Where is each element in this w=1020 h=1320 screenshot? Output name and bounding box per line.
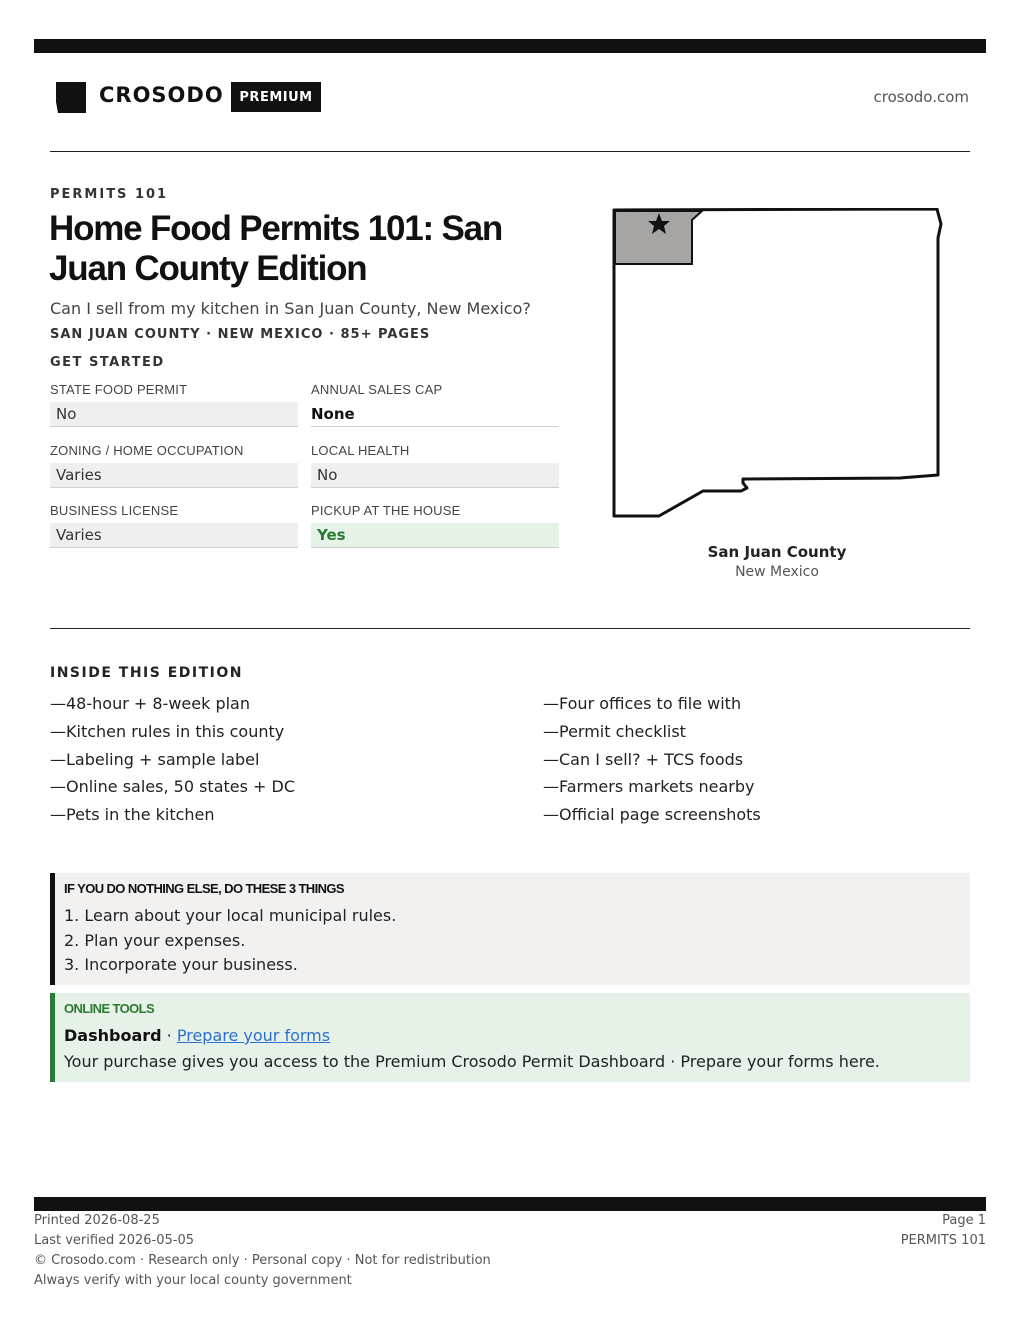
list-item: —Four offices to file with (543, 694, 742, 713)
page-title: Home Food Permits 101: San Juan County Edition (49, 209, 503, 288)
fact-value: Yes (311, 523, 559, 548)
callout-step: 2. Plan your expenses. (64, 930, 246, 950)
inside-list-left (50, 690, 295, 829)
callout-steps (64, 904, 396, 978)
callout-title: IF YOU DO NOTHING ELSE, DO THESE 3 THINGS (64, 881, 344, 896)
fact-label: PICKUP AT THE HOUSE (311, 503, 461, 518)
map-county-name: San Juan County (707, 543, 847, 561)
page-number: Page 1 (942, 1213, 986, 1228)
section-kicker: PERMITS 101 (50, 187, 169, 202)
fact-label: LOCAL HEALTH (311, 443, 410, 458)
fact-value: Varies (50, 463, 298, 488)
callout-step: 3. Incorporate your business. (64, 955, 298, 974)
list-item: —Farmers markets nearby (543, 777, 755, 797)
fact-pickup (311, 503, 559, 548)
tools-description: Your purchase gives you access to the Premium Crosodo Permit Dashboard · Prepare your forms here. (64, 1052, 880, 1071)
inside-heading: INSIDE THIS EDITION (50, 665, 243, 681)
fact-value: No (311, 463, 559, 488)
fact-value: None (311, 402, 559, 427)
list-item: —Labeling + sample label (50, 749, 260, 769)
verified-date: Last verified 2026-05-05 (34, 1233, 194, 1248)
callout-step: 1. Learn about your local municipal rules. (64, 906, 397, 925)
list-item: —Pets in the kitchen (50, 805, 215, 825)
list-item: —48-hour + 8-week plan (50, 694, 250, 713)
disclaimer: Always verify with your local county government (34, 1273, 352, 1288)
list-item: —Kitchen rules in this county (50, 721, 285, 741)
printed-date: Printed 2026-08-25 (34, 1213, 160, 1228)
top-bar (34, 39, 986, 53)
header-divider (50, 151, 970, 152)
footer-right (901, 1211, 986, 1251)
list-item: —Can I sell? + TCS foods (543, 749, 744, 769)
list-item: —Online sales, 50 states + DC (50, 777, 296, 797)
fact-local-health (311, 443, 559, 488)
footer-section: PERMITS 101 (900, 1233, 986, 1248)
list-item: —Permit checklist (543, 721, 686, 741)
prepare-forms-link[interactable]: Prepare your forms (176, 1026, 331, 1045)
fact-label: ZONING / HOME OCCUPATION (50, 443, 244, 458)
fact-value: No (50, 402, 298, 427)
fact-label: STATE FOOD PERMIT (50, 382, 188, 397)
fact-label: BUSINESS LICENSE (50, 503, 179, 518)
get-started-heading: GET STARTED (50, 355, 165, 370)
page-subtitle: Can I sell from my kitchen in San Juan County, New Mexico? (50, 299, 531, 318)
footer-left (34, 1211, 491, 1291)
state-map (612, 208, 944, 520)
section-divider (50, 628, 970, 629)
fact-state-food-permit (50, 382, 298, 427)
fact-value: Varies (50, 523, 298, 548)
bottom-bar (34, 1197, 986, 1211)
inside-list-right (543, 690, 761, 829)
brand-name: CROSODO (99, 83, 224, 107)
tools-title: ONLINE TOOLS (64, 1001, 155, 1016)
copyright: © Crosodo.com · Research only · Personal copy · Not for redistribution (34, 1253, 491, 1268)
online-tools-box (50, 993, 970, 1082)
fact-label: ANNUAL SALES CAP (311, 382, 443, 397)
list-item: —Official page screenshots (543, 805, 761, 825)
dashboard-label: Dashboard (64, 1026, 162, 1045)
edition-meta: SAN JUAN COUNTY · NEW MEXICO · 85+ PAGES (50, 327, 431, 342)
tools-dashboard-line (64, 1026, 330, 1045)
fact-business-license (50, 503, 298, 548)
site-link[interactable]: crosodo.com (873, 88, 969, 106)
three-things-callout (50, 873, 970, 985)
fact-zoning (50, 443, 298, 488)
premium-badge: PREMIUM (231, 82, 321, 112)
separator: · (161, 1026, 177, 1045)
state-outline-icon (54, 80, 88, 114)
map-state-name: New Mexico (735, 564, 819, 580)
fact-annual-sales-cap (311, 382, 559, 427)
